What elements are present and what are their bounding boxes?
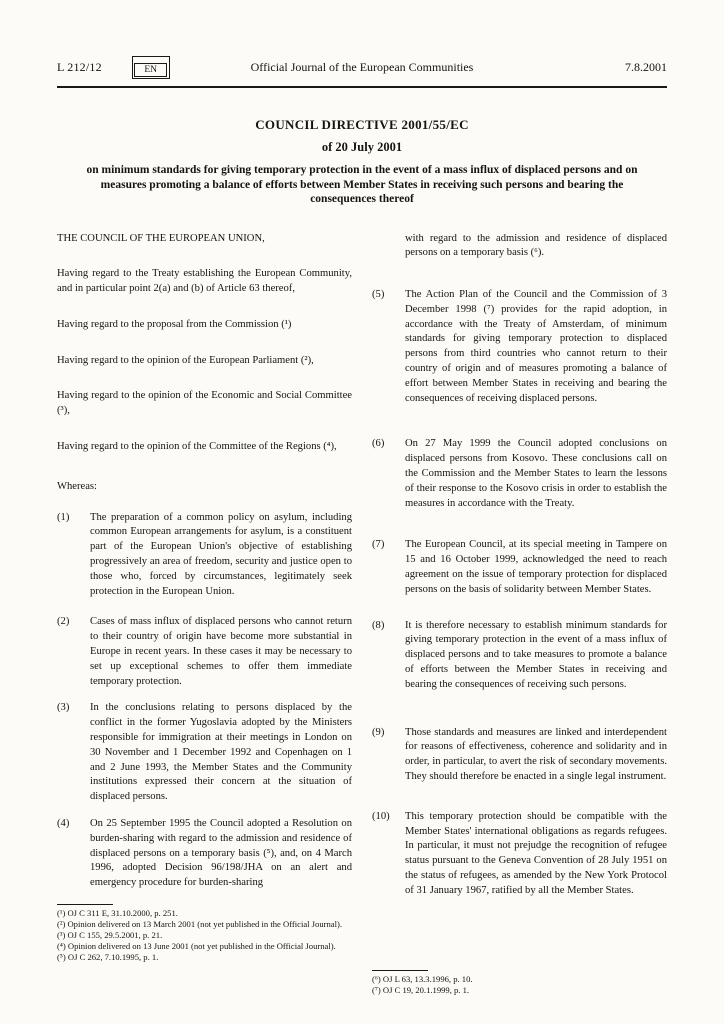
directive-subtitle: on minimum standards for giving temporary protection in the event of a mass influx of displaced persons and on measures promoting a balance of efforts between Member States in receiving such persons and bearing the consequences thereof [86, 164, 638, 205]
recital-number: (2) [57, 616, 70, 628]
recital-5 [372, 288, 667, 406]
preamble-opening: THE COUNCIL OF THE EUROPEAN UNION, [57, 232, 265, 244]
whereas-label: Whereas: [57, 480, 97, 492]
recital-number: (8) [372, 619, 385, 631]
recital-text: On 25 September 1995 the Council adopted a Resolution on burden-sharing with regard to the admission and residence of displaced persons on a temporary basis (⁵), and, on 4 March 1996, adopted Decision 96/198/JHA on an alert and emergency procedure for burden-sharing [90, 818, 352, 889]
footnote-2: (²) Opinion delivered on 13 March 2001 (not yet published in the Official Journal). [57, 919, 342, 929]
citation-treaty: Having regard to the Treaty establishing the European Community, and in particular point 2(a) and (b) of Article 63 thereof, [57, 268, 352, 295]
recital-10 [372, 810, 667, 899]
citation-commission-proposal: Having regard to the proposal from the Commission (¹) [57, 318, 292, 330]
issue-date: 7.8.2001 [625, 60, 667, 74]
directive-date: of 20 July 2001 [321, 140, 403, 154]
recital-number: (7) [372, 539, 385, 551]
recital-9 [372, 726, 667, 785]
recital-4 [57, 817, 352, 891]
right-column [372, 232, 667, 1000]
recital-3 [57, 701, 352, 805]
footnote-3: (³) OJ C 155, 29.5.2001, p. 21. [57, 930, 163, 940]
directive-title-block [57, 117, 667, 207]
footnote-4: (⁴) Opinion delivered on 13 June 2001 (not yet published in the Official Journal). [57, 941, 336, 951]
recital-number: (1) [57, 511, 70, 523]
recital-6 [372, 437, 667, 511]
language-badge [132, 56, 170, 79]
footnote-1: (¹) OJ C 311 E, 31.10.2000, p. 251. [57, 908, 178, 918]
recital-2 [57, 615, 352, 689]
left-column [57, 232, 352, 1000]
recital-text: Cases of mass influx of displaced persons who cannot return to their country of origin have become more substantial in Europe in recent years. In these cases it may be necessary to set up exceptional schemes to offer them immediate temporary protection. [90, 616, 352, 687]
journal-title: Official Journal of the European Communities [250, 60, 474, 74]
recital-text: It is therefore necessary to establish minimum standards for giving temporary protection in the event of a mass influx of displaced persons and to take measures to promote a balance of efforts between the Member States in receiving and bearing the consequences of receiving such persons. [405, 619, 667, 690]
body-columns [57, 232, 667, 1000]
recital-number: (6) [372, 438, 385, 450]
footnote-5: (⁵) OJ C 262, 7.10.1995, p. 1. [57, 952, 159, 962]
citation-regions-opinion: Having regard to the opinion of the Committee of the Regions (⁴), [57, 441, 337, 453]
doc-number: L 212/12 [57, 60, 102, 74]
footnotes-left [57, 904, 352, 963]
recital-text: The European Council, at its special meeting in Tampere on 15 and 16 October 1999, acknowledged the need to reach agreement on the issue of temporary protection for displaced persons on the basis of solidarity between Member States. [405, 539, 667, 595]
recital-text: The Action Plan of the Council and the Commission of 3 December 1998 (⁷) provides for the rapid adoption, in accordance with the Treaty of Amsterdam, of minimum standards for giving temporary protection to displaced persons from third countries who cannot return to their country of origin and of measures promoting a balance of effort between Member States in receiving and bearing the consequences of receiving displaced persons. [405, 289, 667, 404]
footnote-rule [372, 970, 428, 971]
recital-1 [57, 511, 352, 600]
recital-number: (9) [372, 726, 385, 738]
recital-text: This temporary protection should be compatible with the Member States' international obligations as regards refugees. In particular, it must not prejudge the recognition of refugee status pursuant to the Geneva Convention of 28 July 1951 on the status of refugees, as amended by the New York Protocol of 31 January 1967, ratified by all the Member States. [405, 810, 667, 896]
recital-number: (4) [57, 818, 70, 830]
recital-number: (5) [372, 289, 385, 301]
recital-4-continuation: with regard to the admission and residence of displaced persons on a temporary basis (⁶). [405, 232, 667, 259]
footnote-6: (⁶) OJ L 63, 13.3.1996, p. 10. [372, 973, 473, 984]
recital-8 [372, 619, 667, 693]
footnote-rule [57, 904, 113, 905]
footnotes-right [372, 970, 667, 1000]
recital-text: On 27 May 1999 the Council adopted conclusions on displaced persons from Kosovo. These conclusions call on the Commission and the Member States to learn the lessons of their response to the Kosovo crisis in order to establish the measures in accordance with the Treaty. [405, 438, 667, 509]
page-header [57, 56, 667, 88]
recital-text: Those standards and measures are linked and interdependent for reasons of effectiveness, coherence and solidarity and in order, in particular, to avert the risk of secondary movements. They should therefore be enacted in a single legal instrument. [405, 726, 667, 783]
citation-ecosoc-opinion: Having regard to the opinion of the Economic and Social Committee (³), [57, 390, 352, 417]
directive-title: COUNCIL DIRECTIVE 2001/55/EC [255, 117, 469, 132]
citation-parliament-opinion: Having regard to the opinion of the European Parliament (²), [57, 354, 314, 366]
footnote-7: (⁷) OJ C 19, 20.1.1999, p. 1. [372, 984, 470, 995]
recital-text: In the conclusions relating to persons displaced by the conflict in the former Yugoslavia adopted by the Ministers responsible for immigration at their meetings in London on 30 November and 1 December 1992 and Copenhagen on 1 and 2 June 1993, the Member States and the Community institutions expressed their concern at the situation of displaced persons. [90, 702, 352, 803]
header-left [57, 56, 251, 79]
recital-text: The preparation of a common policy on asylum, including common European arrangements for asylum, is a constituent part of the European Union's objective of establishing progressively an area of freedom, security and justice open to those who, forced by circumstances, legitimately seek protection in the European Union. [90, 511, 352, 597]
recital-7 [372, 538, 667, 597]
recital-number: (3) [57, 702, 70, 714]
language-badge-label: EN [134, 63, 167, 77]
recital-number: (10) [372, 810, 390, 822]
